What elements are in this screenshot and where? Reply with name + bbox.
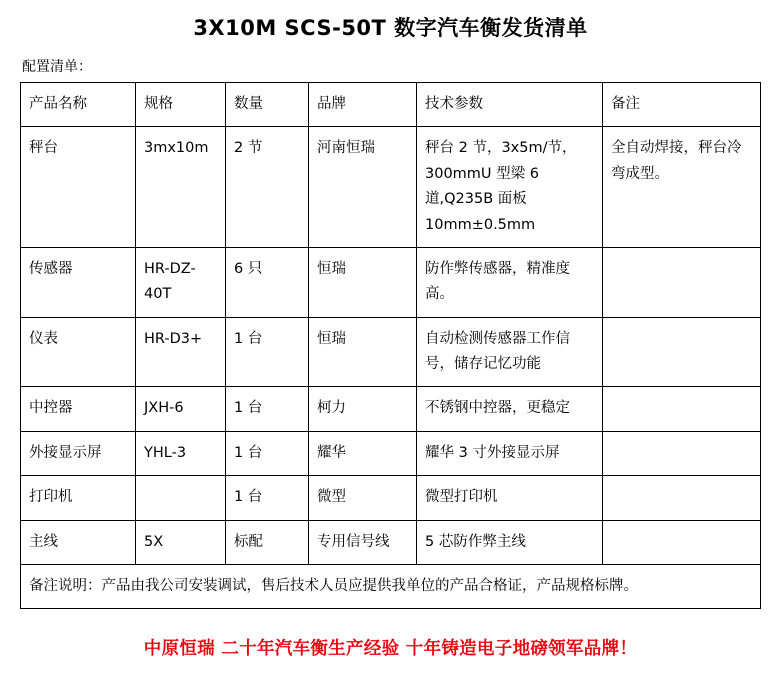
- cell-params: 5 芯防作弊主线: [417, 520, 603, 564]
- cell-qty: 1 台: [226, 387, 309, 431]
- cell-params: 防作弊传感器，精准度高。: [417, 247, 603, 317]
- cell-qty: 1 台: [226, 317, 309, 387]
- cell-qty: 2 节: [226, 127, 309, 248]
- cell-remark: [603, 476, 761, 520]
- cell-spec: YHL-3: [136, 431, 226, 475]
- cell-remark: [603, 387, 761, 431]
- cell-params: 耀华 3 寸外接显示屏: [417, 431, 603, 475]
- cell-name: 打印机: [21, 476, 136, 520]
- cell-name: 仪表: [21, 317, 136, 387]
- header-cell-remark: 备注: [603, 83, 761, 127]
- cell-name: 传感器: [21, 247, 136, 317]
- cell-brand: 河南恒瑞: [309, 127, 417, 248]
- cell-spec: [136, 476, 226, 520]
- cell-name: 外接显示屏: [21, 431, 136, 475]
- cell-brand: 专用信号线: [309, 520, 417, 564]
- cell-remark: 全自动焊接，秤台冷弯成型。: [603, 127, 761, 248]
- footer-slogan: 中原恒瑞 二十年汽车衡生产经验 十年铸造电子地磅领军品牌！: [143, 639, 638, 660]
- cell-brand: 耀华: [309, 431, 417, 475]
- table-row: [21, 247, 761, 317]
- cell-qty: 6 只: [226, 247, 309, 317]
- table-row: [21, 387, 761, 431]
- cell-params: 微型打印机: [417, 476, 603, 520]
- cell-remark: [603, 520, 761, 564]
- configuration-table: [20, 82, 761, 609]
- cell-qty: 1 台: [226, 431, 309, 475]
- header-cell-brand: 品牌: [309, 83, 417, 127]
- header-cell-params: 技术参数: [417, 83, 603, 127]
- table-row: [21, 520, 761, 564]
- table-note-row: [21, 564, 761, 608]
- table-row: [21, 431, 761, 475]
- cell-brand: 恒瑞: [309, 317, 417, 387]
- cell-name: 主线: [21, 520, 136, 564]
- cell-brand: 柯力: [309, 387, 417, 431]
- cell-remark: [603, 247, 761, 317]
- cell-params: 秤台 2 节，3x5m/节，300mmU 型梁 6 道,Q235B 面板 10mm±0.5mm: [417, 127, 603, 248]
- cell-spec: HR-D3+: [136, 317, 226, 387]
- table-row: [21, 127, 761, 248]
- cell-params: 不锈钢中控器，更稳定: [417, 387, 603, 431]
- header-cell-spec: 规格: [136, 83, 226, 127]
- note-cell: 备注说明：产品由我公司安装调试，售后技术人员应提供我单位的产品合格证，产品规格标牌。: [21, 564, 761, 608]
- page-title: 3X10M SCS-50T 数字汽车衡发货清单: [193, 16, 588, 40]
- cell-qty: 1 台: [226, 476, 309, 520]
- cell-spec: JXH-6: [136, 387, 226, 431]
- cell-spec: HR-DZ-40T: [136, 247, 226, 317]
- subtitle-label: 配置清单：: [22, 59, 92, 75]
- cell-name: 中控器: [21, 387, 136, 431]
- header-cell-name: 产品名称: [21, 83, 136, 127]
- cell-brand: 微型: [309, 476, 417, 520]
- cell-name: 秤台: [21, 127, 136, 248]
- cell-remark: [603, 431, 761, 475]
- table-row: [21, 476, 761, 520]
- cell-params: 自动检测传感器工作信号，储存记忆功能: [417, 317, 603, 387]
- table-header-row: [21, 83, 761, 127]
- cell-spec: 5X: [136, 520, 226, 564]
- cell-brand: 恒瑞: [309, 247, 417, 317]
- header-cell-qty: 数量: [226, 83, 309, 127]
- cell-remark: [603, 317, 761, 387]
- cell-qty: 标配: [226, 520, 309, 564]
- table-row: [21, 317, 761, 387]
- cell-spec: 3mx10m: [136, 127, 226, 248]
